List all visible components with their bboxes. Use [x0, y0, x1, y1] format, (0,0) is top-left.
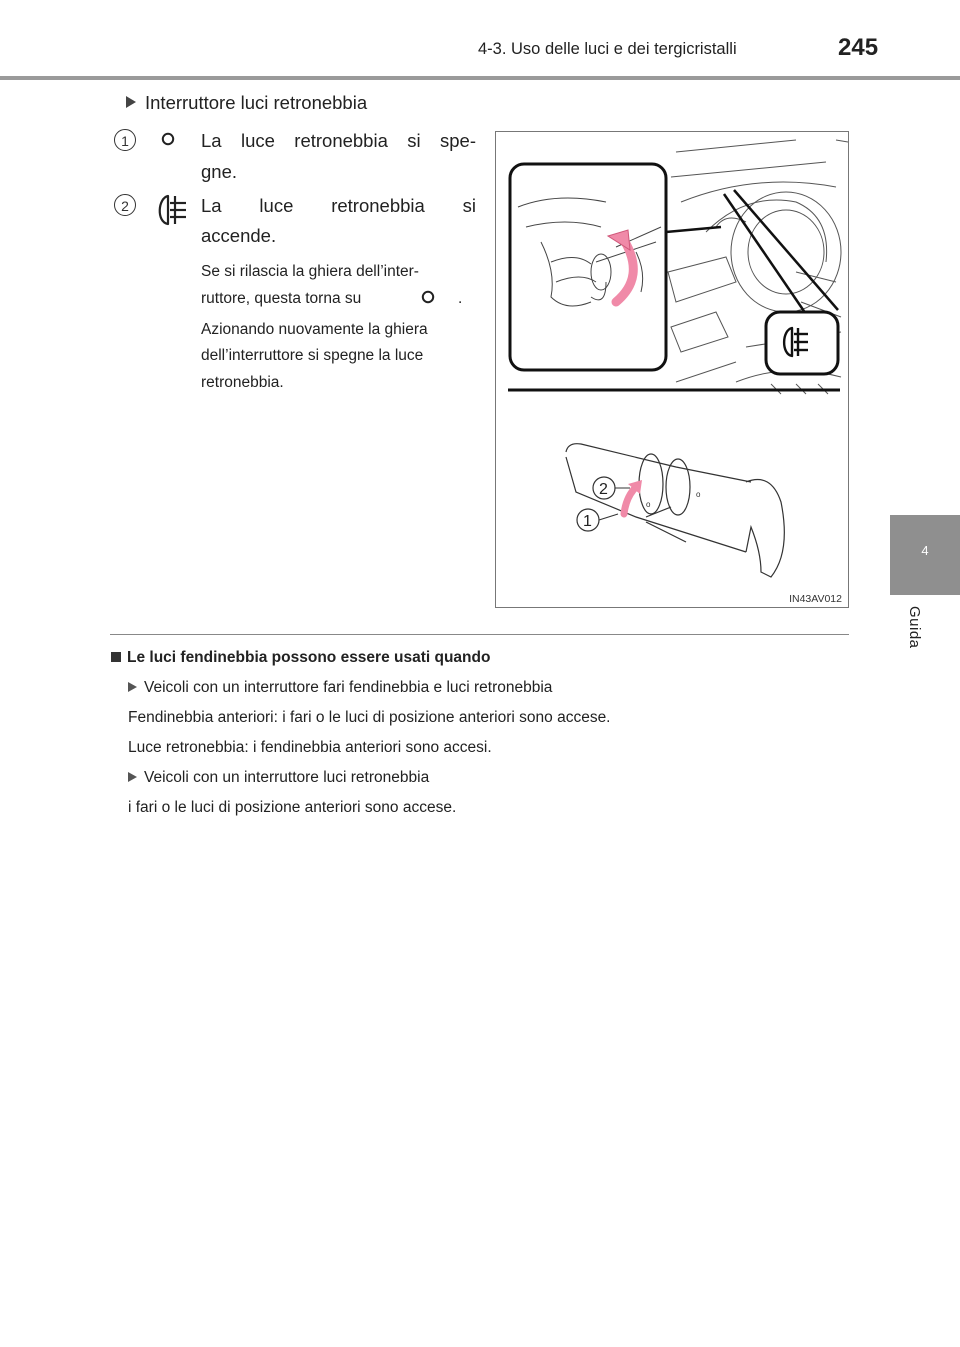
step-number-1: 1	[114, 129, 136, 151]
item-heading	[126, 92, 367, 114]
off-circle-icon	[160, 131, 176, 152]
figure-code: IN43AV012	[789, 593, 842, 605]
case-1-label	[128, 678, 552, 698]
bullet-triangle-icon	[128, 682, 137, 692]
item-heading-text: Interruttore luci retronebbia	[145, 92, 368, 113]
step-2-text-line2: accende.	[201, 225, 277, 246]
bullet-triangle-icon	[126, 96, 136, 108]
note-1-line1: Se si rilascia la ghiera dell’inter-	[201, 263, 419, 280]
section-separator	[110, 634, 849, 635]
svg-text:o: o	[646, 500, 651, 509]
bullet-triangle-icon	[128, 772, 137, 782]
case-1-label-text: Veicoli con un interruttore fari fendinebbia e luci retronebbia	[144, 679, 553, 696]
step-number-2: 2	[114, 194, 136, 216]
callout-2: 2	[599, 481, 608, 498]
chapter-tab[interactable]	[890, 515, 960, 595]
step-1-text-line2: gne.	[201, 161, 238, 182]
bullet-square-icon	[111, 652, 121, 662]
fog-switch-illustration	[495, 131, 849, 608]
note-2-line3: retronebbia.	[201, 374, 284, 391]
rear-fog-light-icon	[150, 192, 192, 233]
header-rule	[0, 76, 960, 80]
callout-1: 1	[583, 513, 592, 530]
step-2-text-line1: La luce retronebbia si	[201, 195, 476, 216]
case-1-text-2: Luce retronebbia: i fendinebbia anteriori sono accesi.	[128, 739, 492, 756]
section-heading	[111, 648, 490, 668]
illustration-drawing	[496, 132, 849, 608]
svg-text:o: o	[696, 490, 701, 499]
off-circle-inline-icon	[420, 289, 436, 310]
case-2-label-text: Veicoli con un interruttore luci retronebbia	[144, 769, 430, 786]
note-2-line2: dell’interruttore si spegne la luce	[201, 347, 424, 364]
note-2-line1: Azionando nuovamente la ghiera	[201, 321, 428, 338]
section-title: 4-3. Uso delle luci e dei tergicristalli	[478, 40, 737, 58]
chapter-label: Guida	[906, 606, 923, 649]
step-1-text-line1: La luce retronebbia si spe-	[201, 130, 476, 151]
case-2-text: i fari o le luci di posizione anteriori sono accese.	[128, 799, 457, 816]
note-1-line2: ruttore, questa torna su	[201, 290, 362, 307]
case-1-text-1: Fendinebbia anteriori: i fari o le luci di posizione anteriori sono accese.	[128, 709, 611, 726]
note-1-period: .	[458, 290, 463, 307]
page-number: 245	[838, 34, 879, 61]
chapter-number: 4	[921, 543, 929, 558]
case-2-label	[128, 768, 429, 788]
section-heading-text: Le luci fendinebbia possono essere usati quando	[127, 649, 491, 666]
